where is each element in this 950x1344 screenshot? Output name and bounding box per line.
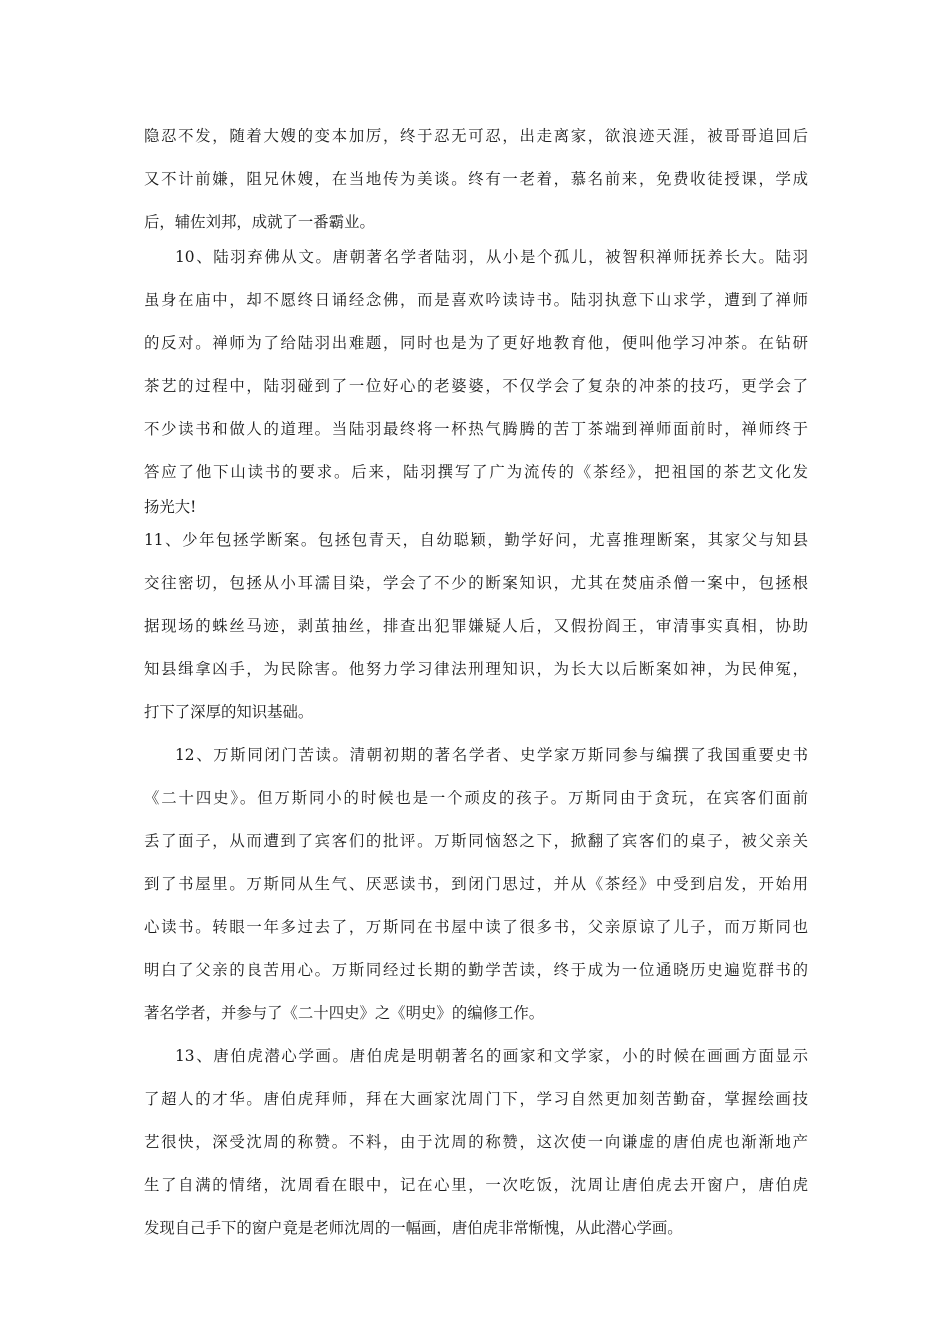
text-line: 10、陆羽弃佛从文。唐朝著名学者陆羽，从小是个孤儿，被智积禅师抚养长大。陆羽 xyxy=(175,248,808,266)
text-line: 知县缉拿凶手，为民除害。他努力学习律法刑理知识，为长大以后断案如神，为民伸冤， xyxy=(144,660,808,678)
text-line: 生了自满的情绪，沈周看在眼中，记在心里，一次吃饭，沈周让唐伯虎去开窗户，唐伯虎 xyxy=(144,1176,808,1194)
text-line: 茶艺的过程中，陆羽碰到了一位好心的老婆婆，不仅学会了复杂的冲茶的技巧，更学会了 xyxy=(144,377,808,395)
text-line: 打下了深厚的知识基础。 xyxy=(144,703,314,721)
text-line: 著名学者，并参与了《二十四史》之《明史》的编修工作。 xyxy=(144,1004,545,1022)
text-line: 发现自己手下的窗户竟是老师沈周的一幅画，唐伯虎非常惭愧，从此潜心学画。 xyxy=(144,1219,683,1237)
text-line: 的反对。禅师为了给陆羽出难题，同时也是为了更好地教育他，便叫他学习冲茶。在钻研 xyxy=(144,334,808,352)
text-line: 了超人的才华。唐伯虎拜师，拜在大画家沈周门下，学习自然更加刻苦勤奋，掌握绘画技 xyxy=(144,1090,808,1108)
text-line: 13、唐伯虎潜心学画。唐伯虎是明朝著名的画家和文学家，小的时候在画画方面显示 xyxy=(175,1047,808,1065)
text-line: 后，辅佐刘邦，成就了一番霸业。 xyxy=(144,213,375,231)
text-line: 据现场的蛛丝马迹，剥茧抽丝，排查出犯罪嫌疑人后，又假扮阎王，审清事实真相，协助 xyxy=(144,617,808,635)
text-line: 交往密切，包拯从小耳濡目染，学会了不少的断案知识，尤其在焚庙杀僧一案中，包拯根 xyxy=(144,574,808,592)
text-line: 答应了他下山读书的要求。后来，陆羽撰写了广为流传的《茶经》，把祖国的茶艺文化发 xyxy=(144,463,808,481)
text-line: 虽身在庙中，却不愿终日诵经念佛，而是喜欢吟读诗书。陆羽执意下山求学，遭到了禅师 xyxy=(144,291,808,309)
text-line: 12、万斯同闭门苦读。清朝初期的著名学者、史学家万斯同参与编撰了我国重要史书 xyxy=(175,746,808,764)
text-line: 丢了面子，从而遭到了宾客们的批评。万斯同恼怒之下，掀翻了宾客们的桌子，被父亲关 xyxy=(144,832,808,850)
text-line: 心读书。转眼一年多过去了，万斯同在书屋中读了很多书，父亲原谅了儿子，而万斯同也 xyxy=(144,918,808,936)
text-line: 明白了父亲的良苦用心。万斯同经过长期的勤学苦读，终于成为一位通晓历史遍览群书的 xyxy=(144,961,808,979)
text-line: 不少读书和做人的道理。当陆羽最终将一杯热气腾腾的苦丁茶端到禅师面前时，禅师终于 xyxy=(144,420,808,438)
text-line: 到了书屋里。万斯同从生气、厌恶读书，到闭门思过，并从《茶经》中受到启发，开始用 xyxy=(144,875,808,893)
text-line: 艺很快，深受沈周的称赞。不料，由于沈周的称赞，这次使一向谦虚的唐伯虎也渐渐地产 xyxy=(144,1133,808,1151)
text-line: 扬光大! xyxy=(144,498,197,516)
text-line: 隐忍不发，随着大嫂的变本加厉，终于忍无可忍，出走离家，欲浪迹天涯，被哥哥追回后 xyxy=(144,127,808,145)
text-line: 《二十四史》。但万斯同小的时候也是一个顽皮的孩子。万斯同由于贪玩，在宾客们面前 xyxy=(144,789,808,807)
text-line: 11、少年包拯学断案。包拯包青天，自幼聪颖，勤学好问，尤喜推理断案，其家父与知县 xyxy=(144,531,808,549)
text-line: 又不计前嫌，阻兄休嫂，在当地传为美谈。终有一老着，慕名前来，免费收徒授课，学成 xyxy=(144,170,808,188)
